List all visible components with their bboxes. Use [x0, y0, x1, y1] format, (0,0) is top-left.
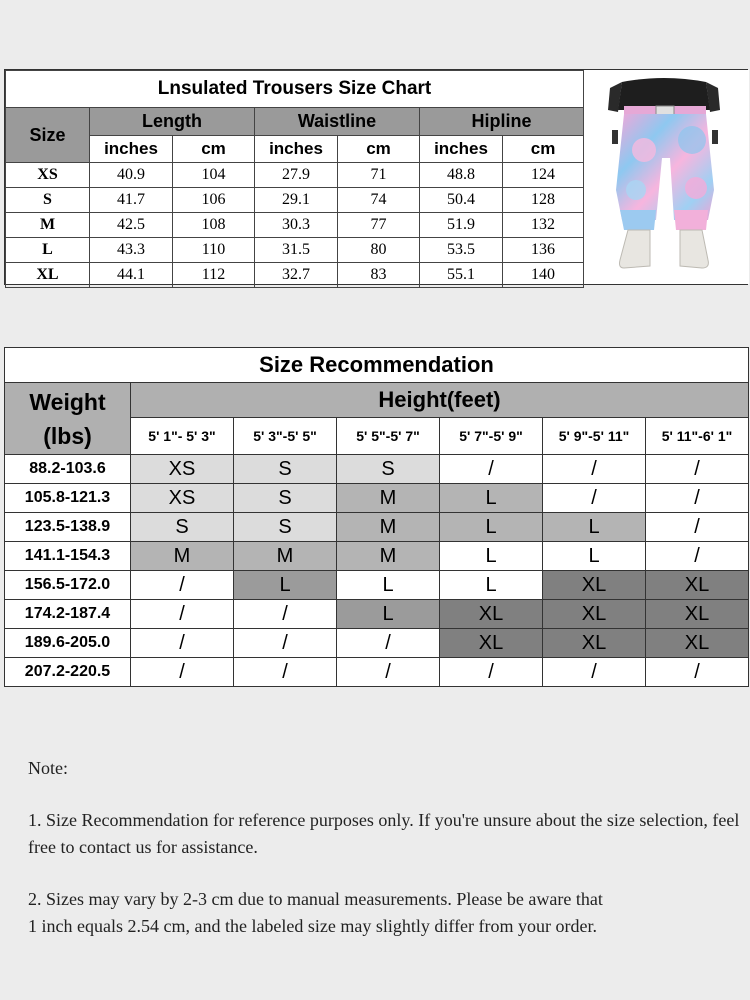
measurement-cell: 27.9: [255, 163, 338, 188]
measurement-cell: 50.4: [420, 188, 503, 213]
measurement-cell: 41.7: [90, 188, 173, 213]
recommended-size-cell: /: [337, 629, 440, 658]
recommended-size-cell: M: [234, 542, 337, 571]
recommended-size-cell: /: [234, 600, 337, 629]
recommended-size-cell: L: [234, 571, 337, 600]
recommended-size-cell: XL: [543, 600, 646, 629]
size-chart-row: [6, 188, 584, 213]
recommended-size-cell: M: [131, 542, 234, 571]
measurement-cell: 30.3: [255, 213, 338, 238]
recommended-size-cell: /: [646, 542, 749, 571]
size-chart-body: [6, 163, 584, 288]
recommended-size-cell: XL: [543, 571, 646, 600]
recommended-size-cell: XL: [440, 629, 543, 658]
length-group-header: Length: [90, 108, 255, 136]
recommendation-title: Size Recommendation: [5, 348, 749, 383]
recommended-size-cell: XL: [646, 571, 749, 600]
recommended-size-cell: L: [440, 542, 543, 571]
note-label: Note:: [28, 758, 68, 778]
recommended-size-cell: XL: [646, 629, 749, 658]
recommended-size-cell: /: [543, 484, 646, 513]
recommended-size-cell: /: [131, 658, 234, 687]
unit-header: inches: [420, 136, 503, 163]
weight-header: [5, 383, 131, 455]
height-range-header: 5' 3"-5' 5": [234, 418, 337, 455]
measurement-cell: 42.5: [90, 213, 173, 238]
measurement-cell: 83: [338, 263, 420, 288]
measurement-cell: 44.1: [90, 263, 173, 288]
recommended-size-cell: /: [543, 455, 646, 484]
recommended-size-cell: /: [646, 484, 749, 513]
measurement-cell: 77: [338, 213, 420, 238]
recommended-size-cell: S: [131, 513, 234, 542]
recommended-size-cell: M: [337, 542, 440, 571]
height-range-header: 5' 1"- 5' 3": [131, 418, 234, 455]
recommended-size-cell: XL: [440, 600, 543, 629]
measurement-cell: 43.3: [90, 238, 173, 263]
recommendation-body: [5, 455, 749, 687]
measurement-cell: 128: [503, 188, 584, 213]
measurement-cell: 80: [338, 238, 420, 263]
recommendation-row: [5, 600, 749, 629]
measurement-cell: 108: [173, 213, 255, 238]
recommended-size-cell: S: [234, 513, 337, 542]
recommended-size-cell: XL: [543, 629, 646, 658]
size-label: S: [6, 188, 90, 213]
measurement-cell: 132: [503, 213, 584, 238]
height-range-header: 5' 11"-6' 1": [646, 418, 749, 455]
measurement-cell: 48.8: [420, 163, 503, 188]
measurement-cell: 29.1: [255, 188, 338, 213]
size-label: XL: [6, 263, 90, 288]
weight-range: 141.1-154.3: [5, 542, 131, 571]
note-1: 1. Size Recommendation for reference purposes only. If you're unsure about the size selection, feel free to contact us for assistance.: [28, 810, 740, 857]
size-chart-row: [6, 238, 584, 263]
recommendation-row: [5, 513, 749, 542]
weight-header-unit: (lbs): [43, 422, 92, 449]
recommended-size-cell: /: [646, 455, 749, 484]
recommended-size-cell: /: [131, 600, 234, 629]
recommended-size-cell: S: [234, 455, 337, 484]
size-label: XS: [6, 163, 90, 188]
weight-range: 88.2-103.6: [5, 455, 131, 484]
recommendation-row: [5, 571, 749, 600]
measurement-cell: 110: [173, 238, 255, 263]
height-range-header: 5' 5"-5' 7": [337, 418, 440, 455]
measurement-cell: 31.5: [255, 238, 338, 263]
note-2-line-2: 1 inch equals 2.54 cm, and the labeled size may slightly differ from your order.: [28, 916, 598, 936]
note-2-line-1: 2. Sizes may vary by 2-3 cm due to manual measurements. Please be aware that: [28, 889, 603, 909]
weight-range: 189.6-205.0: [5, 629, 131, 658]
recommended-size-cell: M: [337, 513, 440, 542]
recommended-size-cell: L: [440, 571, 543, 600]
recommended-size-cell: XS: [131, 455, 234, 484]
measurement-cell: 40.9: [90, 163, 173, 188]
recommendation-row: [5, 484, 749, 513]
height-range-header: 5' 9"-5' 11": [543, 418, 646, 455]
unit-header: cm: [173, 136, 255, 163]
recommendation-row: [5, 658, 749, 687]
weight-range: 207.2-220.5: [5, 658, 131, 687]
unit-header: cm: [503, 136, 584, 163]
weight-range: 156.5-172.0: [5, 571, 131, 600]
recommended-size-cell: XS: [131, 484, 234, 513]
height-range-header: 5' 7"-5' 9": [440, 418, 543, 455]
measurement-cell: 53.5: [420, 238, 503, 263]
measurement-cell: 106: [173, 188, 255, 213]
recommended-size-cell: /: [646, 513, 749, 542]
weight-range: 174.2-187.4: [5, 600, 131, 629]
measurement-cell: 140: [503, 263, 584, 288]
measurement-cell: 104: [173, 163, 255, 188]
recommended-size-cell: /: [234, 658, 337, 687]
recommended-size-cell: /: [440, 455, 543, 484]
recommended-size-cell: L: [543, 513, 646, 542]
size-recommendation-table: [4, 347, 749, 687]
measurement-cell: 55.1: [420, 263, 503, 288]
recommended-size-cell: L: [337, 571, 440, 600]
recommended-size-cell: M: [337, 484, 440, 513]
waistline-group-header: Waistline: [255, 108, 420, 136]
recommendation-row: [5, 455, 749, 484]
recommended-size-cell: /: [646, 658, 749, 687]
weight-range: 123.5-138.9: [5, 513, 131, 542]
measurement-cell: 32.7: [255, 263, 338, 288]
recommended-size-cell: S: [337, 455, 440, 484]
recommended-size-cell: /: [234, 629, 337, 658]
size-chart-table: [5, 70, 584, 288]
recommended-size-cell: /: [440, 658, 543, 687]
size-label: M: [6, 213, 90, 238]
recommended-size-cell: L: [337, 600, 440, 629]
recommended-size-cell: /: [131, 571, 234, 600]
unit-header: inches: [90, 136, 173, 163]
unit-header: inches: [255, 136, 338, 163]
measurement-cell: 51.9: [420, 213, 503, 238]
recommendation-row: [5, 629, 749, 658]
size-chart-row: [6, 213, 584, 238]
recommended-size-cell: /: [337, 658, 440, 687]
weight-header-label: Weight: [29, 388, 106, 415]
measurement-cell: 74: [338, 188, 420, 213]
measurement-cell: 71: [338, 163, 420, 188]
size-chart-row: [6, 163, 584, 188]
hipline-group-header: Hipline: [420, 108, 584, 136]
size-column-header: Size: [6, 108, 90, 163]
size-chart: [4, 69, 748, 285]
recommended-size-cell: /: [131, 629, 234, 658]
measurement-cell: 112: [173, 263, 255, 288]
size-label: L: [6, 238, 90, 263]
recommended-size-cell: L: [440, 484, 543, 513]
product-photo: [583, 70, 749, 284]
size-chart-title: Lnsulated Trousers Size Chart: [6, 71, 584, 108]
tie-dye-snow-pants-icon: [584, 70, 749, 284]
recommended-size-cell: L: [543, 542, 646, 571]
recommended-size-cell: XL: [646, 600, 749, 629]
height-header: Height(feet): [131, 383, 749, 418]
measurement-cell: 124: [503, 163, 584, 188]
recommended-size-cell: S: [234, 484, 337, 513]
recommendation-row: [5, 542, 749, 571]
weight-range: 105.8-121.3: [5, 484, 131, 513]
recommended-size-cell: /: [543, 658, 646, 687]
unit-header: cm: [338, 136, 420, 163]
measurement-cell: 136: [503, 238, 584, 263]
recommended-size-cell: L: [440, 513, 543, 542]
size-chart-row: [6, 263, 584, 288]
notes-section: [28, 755, 740, 940]
